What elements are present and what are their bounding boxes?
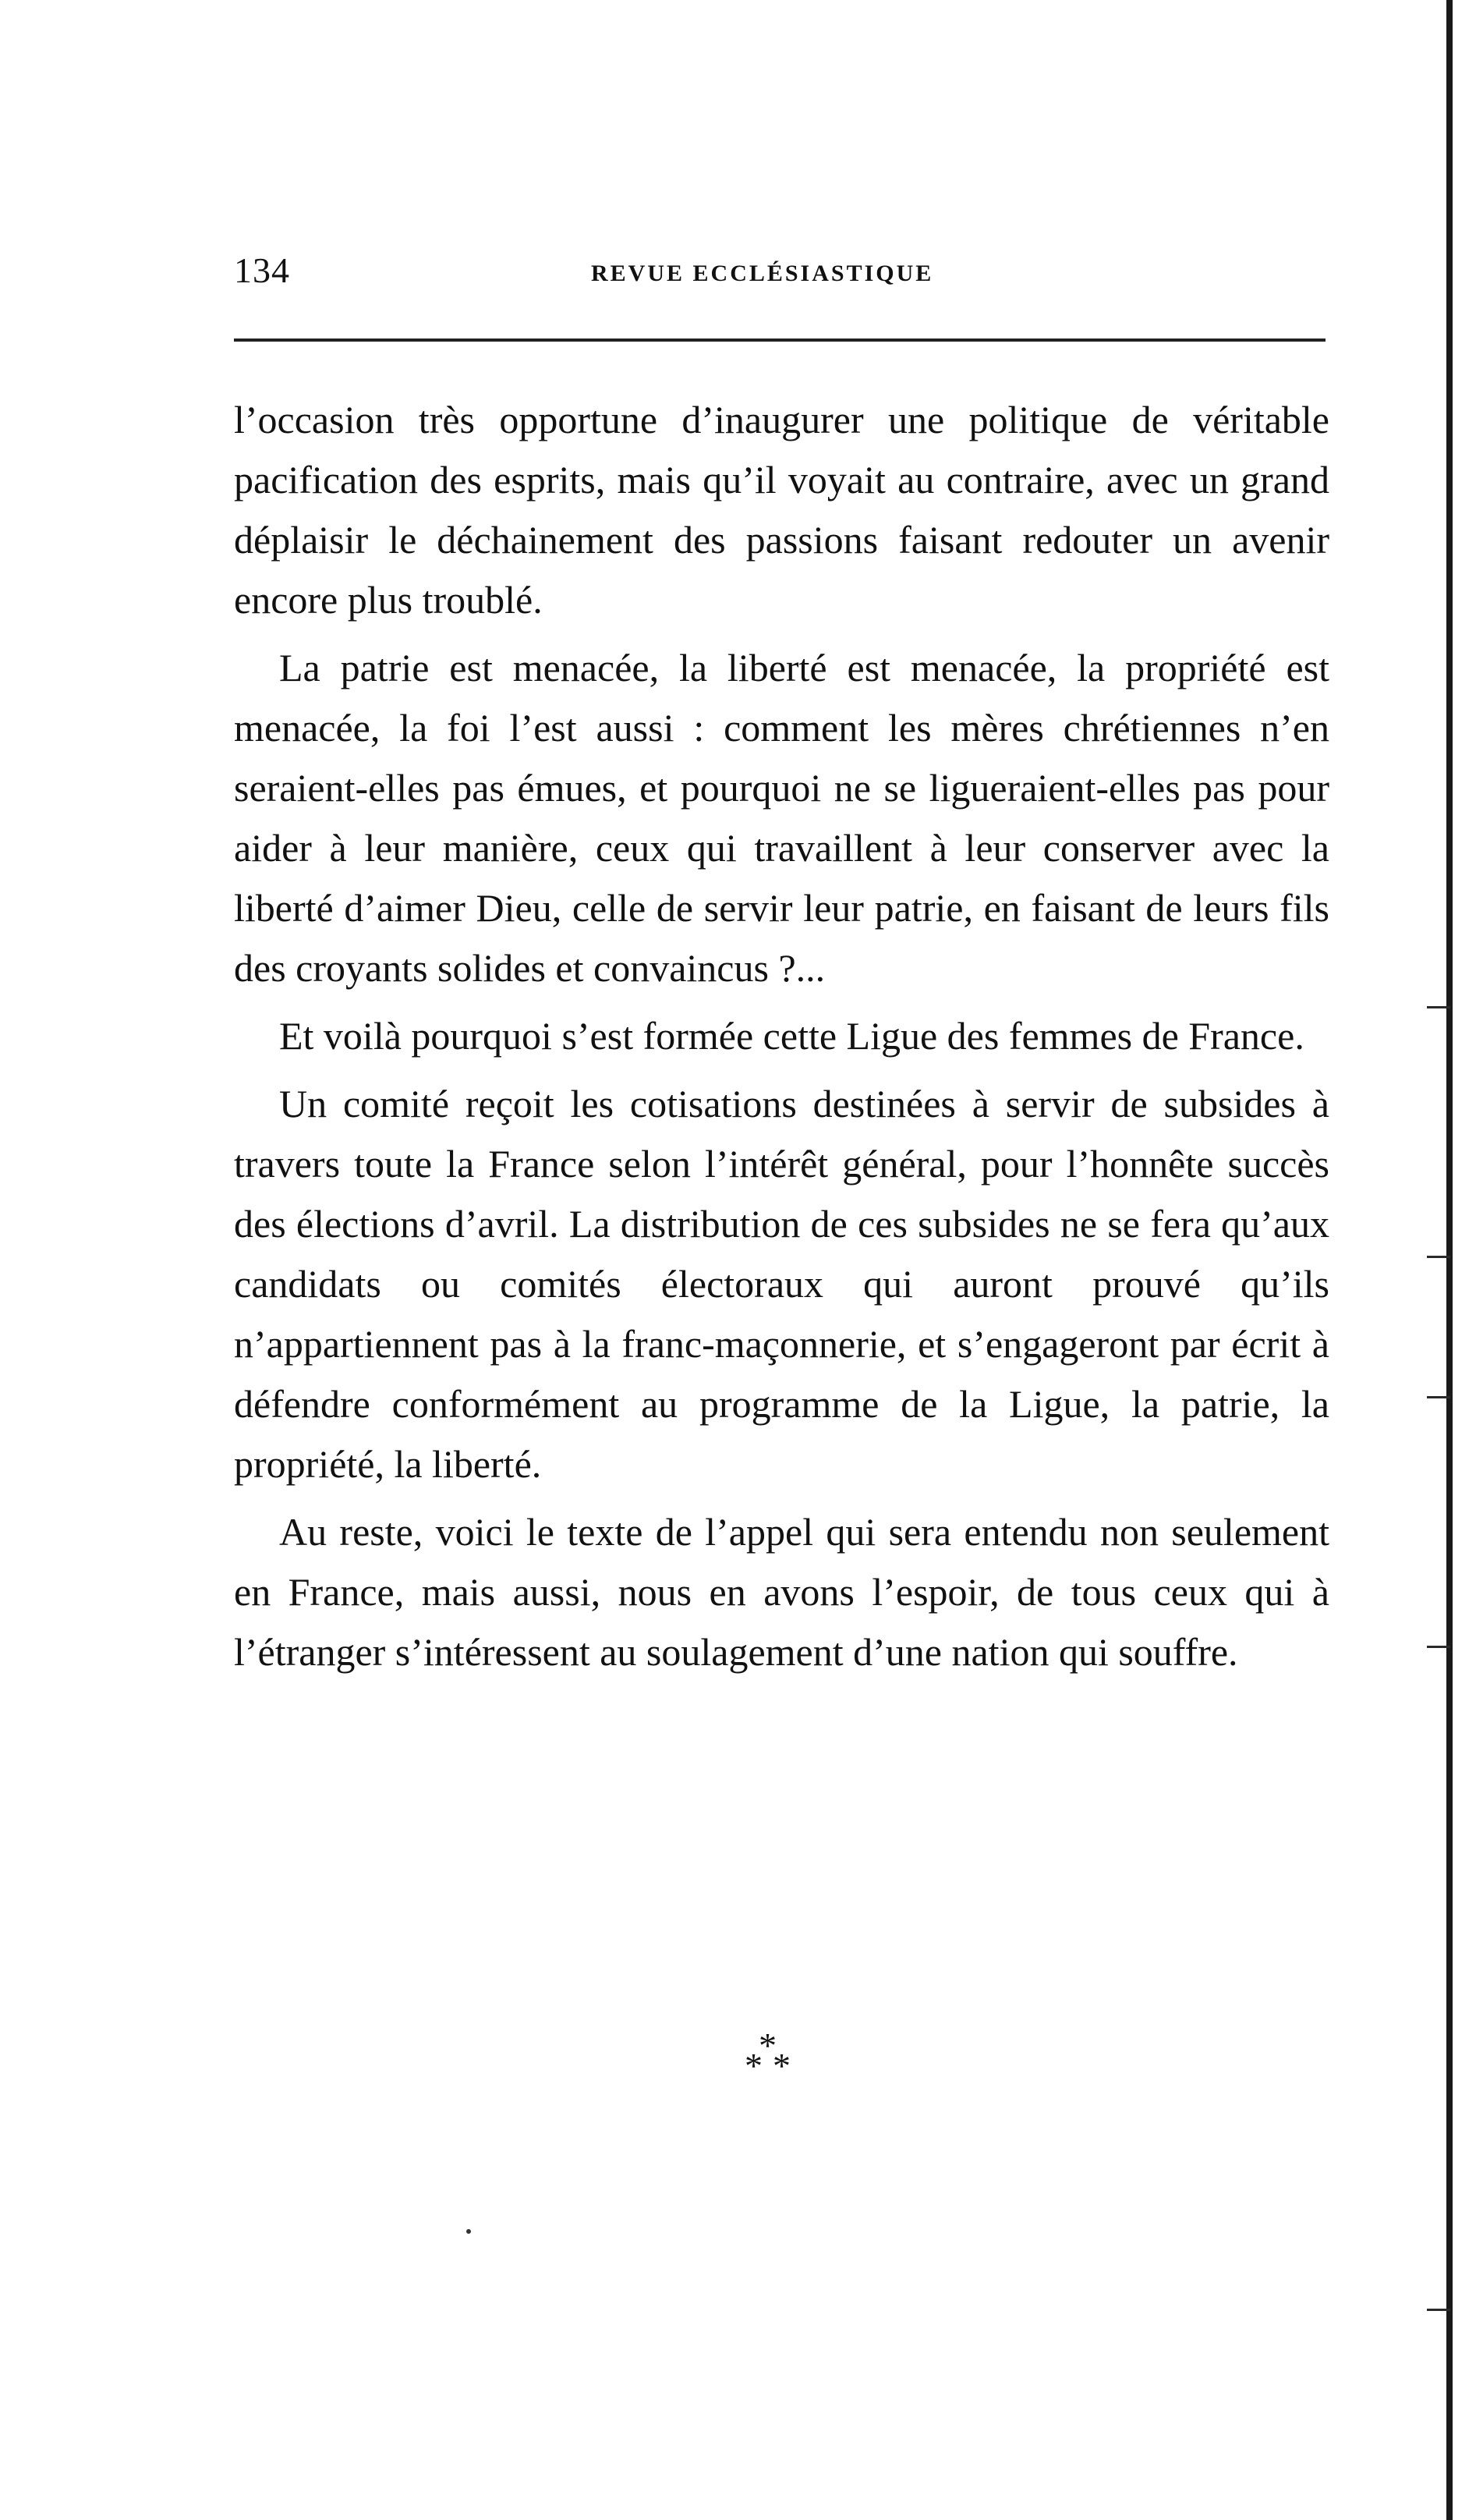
- running-title: REVUE ECCLÉSIASTIQUE: [591, 261, 934, 286]
- stray-mark: [466, 2229, 471, 2234]
- edge-mark: [1427, 1646, 1450, 1648]
- paragraph: Au reste, voici le texte de l’appel qui sera entendu non seulement en France, mais aussi, nous en avons l’espoir, de tous ceux qui à l’étranger s’intéressent au soulagement d’une nation qui souffre.: [234, 1510, 1329, 1674]
- asterisk: *: [745, 2046, 763, 2086]
- page-right-edge: [1446, 0, 1453, 2520]
- edge-mark: [1427, 2309, 1450, 2311]
- paragraph: l’occasion très opportune d’inaugurer une politique de véritable pacification des esprits, mais qu’il voyait au contraire, avec un grand déplaisir le déchainement des passions faisant redouter un avenir encore plus troublé.: [234, 398, 1329, 622]
- asterism-separator: [745, 2028, 823, 2106]
- asterisk: *: [773, 2046, 791, 2086]
- paragraph: La patrie est menacée, la liberté est menacée, la propriété est menacée, la foi l’est aussi : comment les mères chrétiennes n’en seraient-elles pas émues, et pourquoi ne se ligueraient-elles pas pour aider à leur manière, ceux qui travaillent à leur conserver avec la liberté d’aimer Dieu, celle de servir leur patrie, en faisant de leurs fils des croyants solides et convaincus ?...: [234, 646, 1329, 990]
- asterisk: *: [759, 2026, 777, 2065]
- header-rule: [234, 338, 1326, 342]
- paragraph: Un comité reçoit les cotisations destinées à servir de subsides à travers toute la France selon l’intérêt général, pour l’honnête succès des élections d’avril. La distribution de ces subsides ne se fera qu’aux candidats ou comités électoraux qui auront prouvé qu’ils n’appartiennent pas à la franc-maçonnerie, et s’engageront par écrit à défendre conformément au programme de la Ligue, la patrie, la propriété, la liberté.: [234, 1082, 1329, 1486]
- edge-mark: [1427, 1006, 1450, 1008]
- edge-mark: [1427, 1256, 1450, 1258]
- page-number: 134: [234, 250, 290, 290]
- page-header: [234, 250, 1326, 296]
- paragraph: Et voilà pourquoi s’est formée cette Ligue des femmes de France.: [279, 1014, 1304, 1058]
- edge-mark: [1427, 1396, 1450, 1398]
- body-text: [234, 390, 1329, 1690]
